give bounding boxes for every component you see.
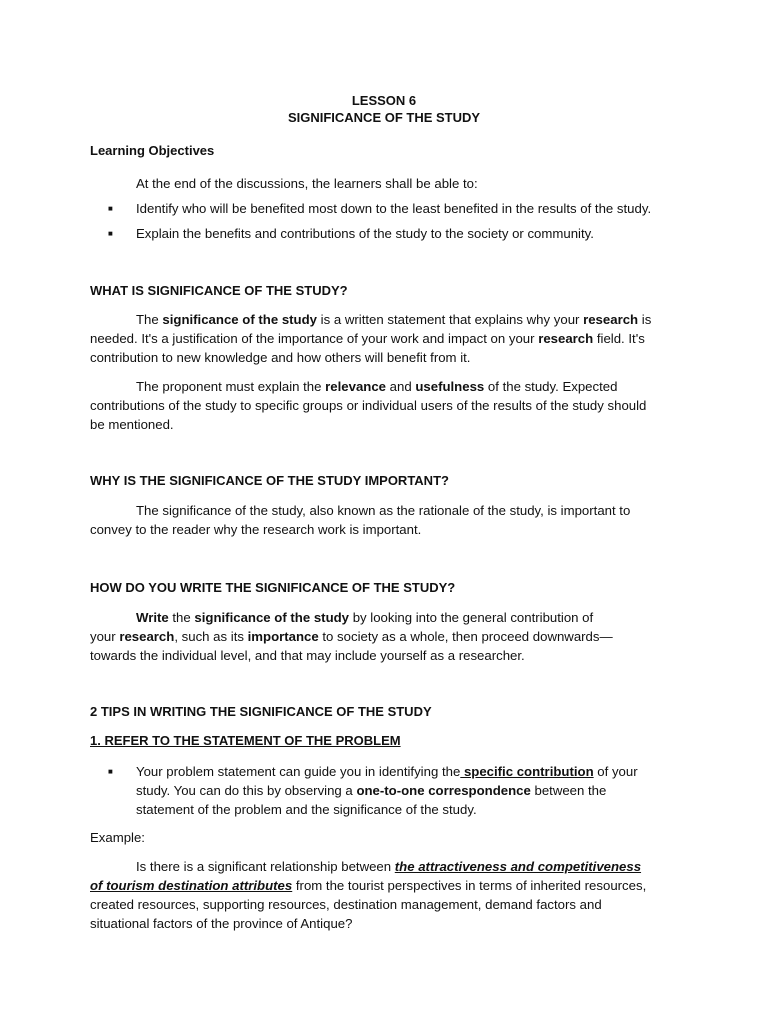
bold-run: significance of the study	[162, 312, 318, 327]
what-paragraph-1	[90, 310, 690, 367]
text-run: of the study. Expected	[484, 379, 618, 394]
what-paragraph-2	[90, 377, 690, 434]
bold-run: research	[119, 629, 175, 644]
why-line-1: The significance of the study, also known as the rationale of the study, is important to	[136, 503, 631, 518]
how-line-1	[90, 608, 690, 627]
text-run: The proponent must explain the	[136, 379, 326, 394]
text-run: needed. It's a justification of the importance of your work and impact on your	[90, 331, 539, 346]
objectives-heading: Learning Objectives	[90, 143, 215, 158]
example-paragraph	[90, 857, 690, 933]
text-run: is	[638, 312, 652, 327]
text-run: The	[136, 312, 163, 327]
bold-run: one-to-one correspondence	[356, 783, 531, 798]
what-p2-line-3: be mentioned.	[90, 417, 174, 432]
bullet-icon: ■	[108, 204, 113, 213]
text-run: by looking into the general contribution of	[349, 610, 594, 625]
what-p2-line-1	[90, 377, 690, 396]
text-run: Your problem statement can guide you in identifying the	[136, 764, 461, 779]
text-run: is a written statement that explains why your	[317, 312, 584, 327]
text-run: of your	[593, 764, 638, 779]
bullet-icon: ■	[108, 229, 113, 238]
how-heading: HOW DO YOU WRITE THE SIGNIFICANCE OF THE STUDY?	[90, 580, 456, 595]
objectives-intro: At the end of the discussions, the learners shall be able to:	[136, 176, 478, 191]
text-run: , such as its	[174, 629, 248, 644]
tip-1-line-1	[136, 762, 696, 781]
why-paragraph	[90, 501, 690, 539]
why-line-2: convey to the reader why the research work is important.	[90, 522, 422, 537]
text-run: and	[386, 379, 416, 394]
why-heading: WHY IS THE SIGNIFICANCE OF THE STUDY IMPORTANT?	[90, 473, 449, 488]
example-line-2	[90, 876, 690, 895]
how-line-3: towards the individual level, and that may include yourself as a researcher.	[90, 648, 525, 663]
objective-text: Explain the benefits and contributions of the study to the society or community.	[136, 226, 594, 241]
tip-1-bullet-text	[136, 762, 696, 819]
example-line-1	[90, 857, 690, 876]
example-label: Example:	[90, 830, 145, 845]
text-run: from the tourist perspectives in terms of inherited resources,	[292, 878, 647, 893]
bold-run: importance	[247, 629, 319, 644]
example-line-4: situational factors of the province of Antique?	[90, 916, 353, 931]
lesson-number: LESSON 6	[351, 93, 417, 108]
text-run: study. You can do this by observing a	[136, 783, 357, 798]
what-p1-line-2	[90, 329, 690, 348]
bold-run: relevance	[325, 379, 386, 394]
text-run: between the	[530, 783, 607, 798]
lesson-title: SIGNIFICANCE OF THE STUDY	[287, 110, 481, 125]
bold-run: research	[583, 312, 639, 327]
text-run: the	[168, 610, 195, 625]
what-p1-line-3: contribution to new knowledge and how others will benefit from it.	[90, 350, 471, 365]
tip-1-line-3: statement of the problem and the significance of the study.	[136, 802, 477, 817]
bold-run: research	[538, 331, 594, 346]
what-heading: WHAT IS SIGNIFICANCE OF THE STUDY?	[90, 283, 348, 298]
bullet-icon: ■	[108, 767, 113, 776]
bold-run: Write	[136, 610, 169, 625]
bold-run: usefulness	[415, 379, 485, 394]
tip-1-heading: 1. REFER TO THE STATEMENT OF THE PROBLEM	[90, 733, 401, 748]
text-run: to society as a whole, then proceed downwards—	[318, 629, 613, 644]
text-run: your	[90, 629, 120, 644]
objective-text: Identify who will be benefited most down to the least benefited in the results of the study.	[136, 201, 652, 216]
what-p1-line-1	[90, 310, 690, 329]
bold-run: significance of the study	[194, 610, 350, 625]
tip-1-line-2	[136, 781, 696, 800]
text-run: field. It's	[593, 331, 645, 346]
example-line-3: created resources, supporting resources, destination management, demand factors and	[90, 897, 602, 912]
text-run: Is there is a significant relationship between	[136, 859, 395, 874]
tips-heading: 2 TIPS IN WRITING THE SIGNIFICANCE OF THE STUDY	[90, 704, 432, 719]
what-p2-line-2: contributions of the study to specific groups or individual users of the results of the study should	[90, 398, 647, 413]
emphasis-run: of tourism destination attributes	[90, 878, 293, 893]
how-line-2	[90, 627, 690, 646]
emphasis-run: the attractiveness and competitiveness	[394, 859, 642, 874]
how-paragraph	[90, 608, 690, 665]
bold-run: specific contribution	[460, 764, 594, 779]
